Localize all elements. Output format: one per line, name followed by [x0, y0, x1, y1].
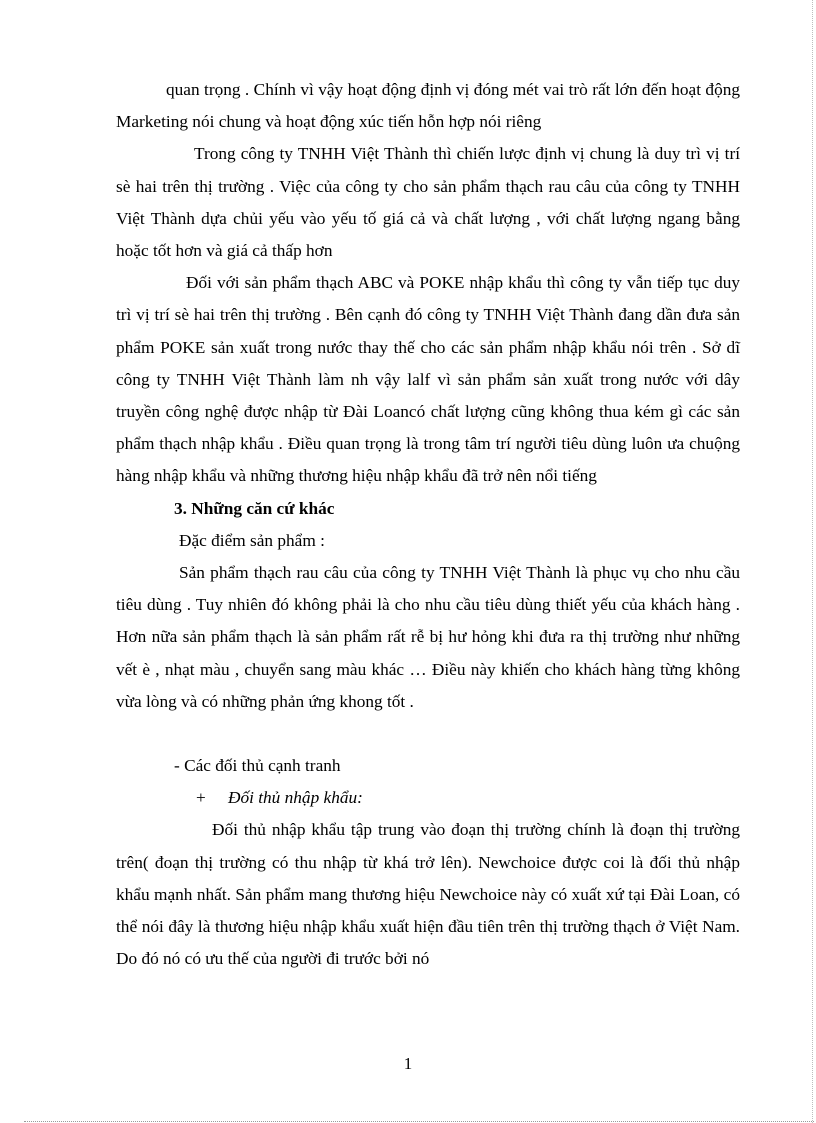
- blank-line: [116, 718, 740, 750]
- plus-bullet: +: [196, 788, 206, 808]
- paragraph-positioning-strategy: Trong công ty TNHH Việt Thành thì chiến lược định vị chung là duy trì vị trí sè hai trên thị trường . Việc của công ty cho sản phẩm thạch rau câu của công ty TNHH Việt Thành dựa chủi yếu vào yếu tố giá cả và chất lượng , với chất lượng ngang bằng hoặc tốt hơn và giá cả thấp hơn: [116, 144, 740, 261]
- bottom-dotted-border: [24, 1121, 814, 1122]
- section-heading: 3. Những căn cứ khác: [174, 498, 335, 518]
- list-item-competitors: - Các đối thủ cạnh tranh: [174, 756, 341, 776]
- list-item-import-competitors: [116, 782, 740, 814]
- right-dotted-border: [812, 0, 813, 1123]
- paragraph-import-competitors: Đối thủ nhập khẩu tập trung vào đoạn thị trường chính là đoạn thị trường trên( đoạn thị trường có thu nhập từ khá trở lên). Newchoice được coi là đối thủ nhập khẩu mạnh nhất. Sản phẩm mang thương hiệu Newchoice này có xuất xứ tại Đài Loan, có thể nói đây là thương hiệu nhập khẩu xuất hiện đầu tiên trên thị trường thạch ở Việt Nam. Do đó nó có ưu thế của người đi trước bởi nó: [116, 820, 740, 969]
- page-number: 1: [403, 1054, 413, 1073]
- paragraph-product-features: Sản phẩm thạch rau câu của công ty TNHH Việt Thành là phục vụ cho nhu cầu tiêu dùng . Tuy nhiên đó không phải là cho nhu cầu tiêu dùng thiết yếu của khách hàng . Hơn nữa sản phẩm thạch là sản phẩm rất rễ bị hư hỏng khi đưa ra thị trường như những vết è , nhạt màu , chuyển sang màu khác … Điều này khiến cho khách hàng từng không vừa lòng và có những phản ứng khong tốt .: [116, 563, 740, 711]
- body-text: [116, 74, 740, 975]
- import-competitors-label: Đối thủ nhập khẩu:: [228, 788, 363, 808]
- subheading-product-features: Đặc điểm sản phẩm :: [179, 530, 325, 550]
- paragraph-positioning-role: quan trọng . Chính vì vậy hoạt động định vị đóng mét vai trò rất lớn đến hoạt động Marketing nói chung và hoạt động xúc tiến hỗn hợp nói riêng: [116, 80, 740, 132]
- paragraph-abc-poke: Đối với sản phẩm thạch ABC và POKE nhập khẩu thì công ty vẫn tiếp tục duy trì vị trí sè hai trên thị trường . Bên cạnh đó công ty TNHH Việt Thành đang dần đưa sản phẩm POKE sản xuất trong nước thay thế cho các sản phẩm nhập khẩu nói trên . Sở dĩ công ty TNHH Việt Thành làm nh vậy lalf vì sản phẩm sản xuất trong nước với dây truyền công nghệ được nhập từ Đài Loancó chất lượng cũng không thua kém gì các sản phẩm thạch nhập khẩu . Điều quan trọng là trong tâm trí người tiêu dùng luôn ưa chuộng hàng nhập khẩu và những thương hiệu nhập khẩu đã trở nên nổi tiếng: [116, 273, 740, 486]
